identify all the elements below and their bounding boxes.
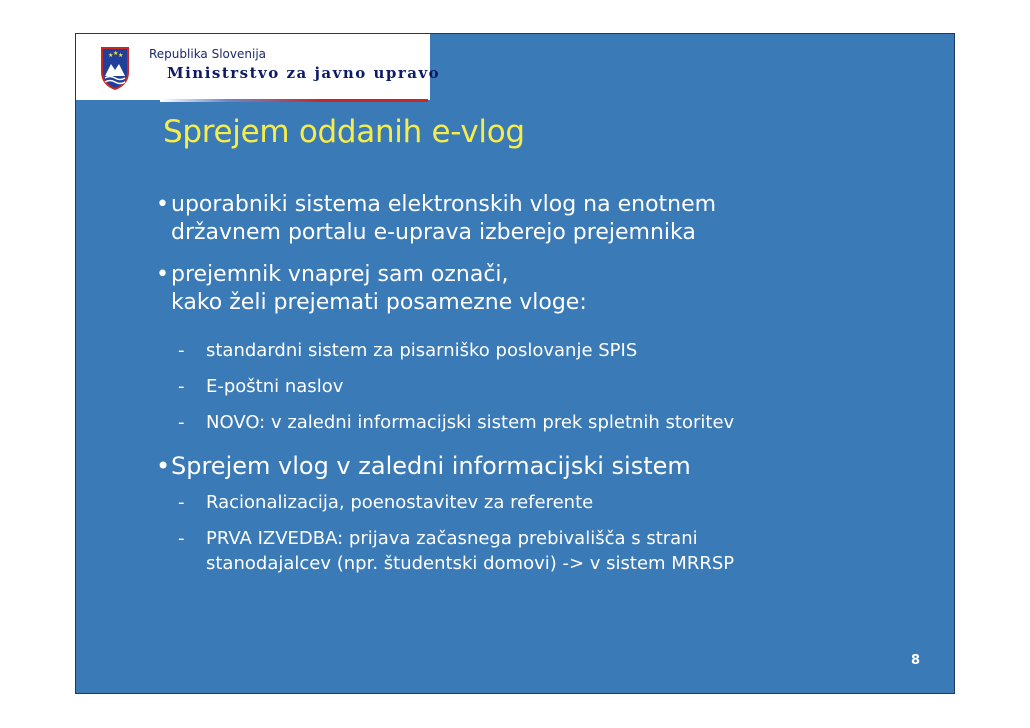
bullet-text: prejemnik vnaprej sam označi,: [171, 262, 509, 287]
bullet-1: [156, 192, 716, 245]
bullet-text-cont: državnem portalu e-uprava izberejo prejemnika: [171, 220, 696, 245]
sub-bullet-text: NOVO: v zaledni informacijski sistem prek spletnih storitev: [206, 412, 735, 433]
sub-bullet-text: PRVA IZVEDBA: prijava začasnega prebivališča s strani: [206, 528, 698, 549]
sub-bullet-rationalization: [178, 492, 594, 513]
dash-glyph: -: [178, 376, 185, 397]
sub-bullet-email: [178, 376, 344, 397]
svg-text:★: ★: [118, 52, 124, 59]
dash-glyph: -: [178, 528, 185, 549]
bullet-glyph: •: [156, 262, 169, 287]
bullet-3: [156, 452, 691, 480]
dash-glyph: -: [178, 340, 185, 361]
sub-bullet-text-cont: stanodajalcev (npr. študentski domovi) -> v sistem MRRSP: [206, 553, 735, 574]
dash-glyph: -: [178, 412, 185, 433]
page-number: 8: [910, 653, 920, 668]
svg-text:★: ★: [113, 50, 119, 57]
sub-bullet-first-implementation: [178, 528, 735, 574]
sub-bullet-text: E-poštni naslov: [206, 376, 344, 397]
bullet-text-cont: kako želi prejemati posamezne vloge:: [171, 290, 587, 315]
org-country: Republika Slovenija: [149, 47, 266, 61]
svg-text:★: ★: [108, 52, 114, 59]
dash-glyph: -: [178, 492, 185, 513]
sub-bullet-text: standardni sistem za pisarniško poslovanje SPIS: [206, 340, 638, 361]
bullet-glyph: •: [156, 452, 171, 480]
slide-title: Sprejem oddanih e-vlog: [163, 114, 525, 150]
bullet-text: uporabniki sistema elektronskih vlog na enotnem: [171, 192, 717, 217]
sub-bullet-new: [178, 412, 735, 433]
bullet-glyph: •: [156, 192, 169, 217]
bullet-2: [156, 262, 587, 315]
coat-of-arms-icon: [100, 44, 130, 90]
slide: [75, 33, 955, 694]
org-ministry: Ministrstvo za javno upravo: [167, 64, 441, 82]
sub-bullet-text: Racionalizacija, poenostavitev za referente: [206, 492, 594, 513]
bullet-text: Sprejem vlog v zaledni informacijski sistem: [171, 452, 691, 480]
header-underline: [160, 99, 428, 102]
sub-bullet-spis: [178, 340, 638, 361]
